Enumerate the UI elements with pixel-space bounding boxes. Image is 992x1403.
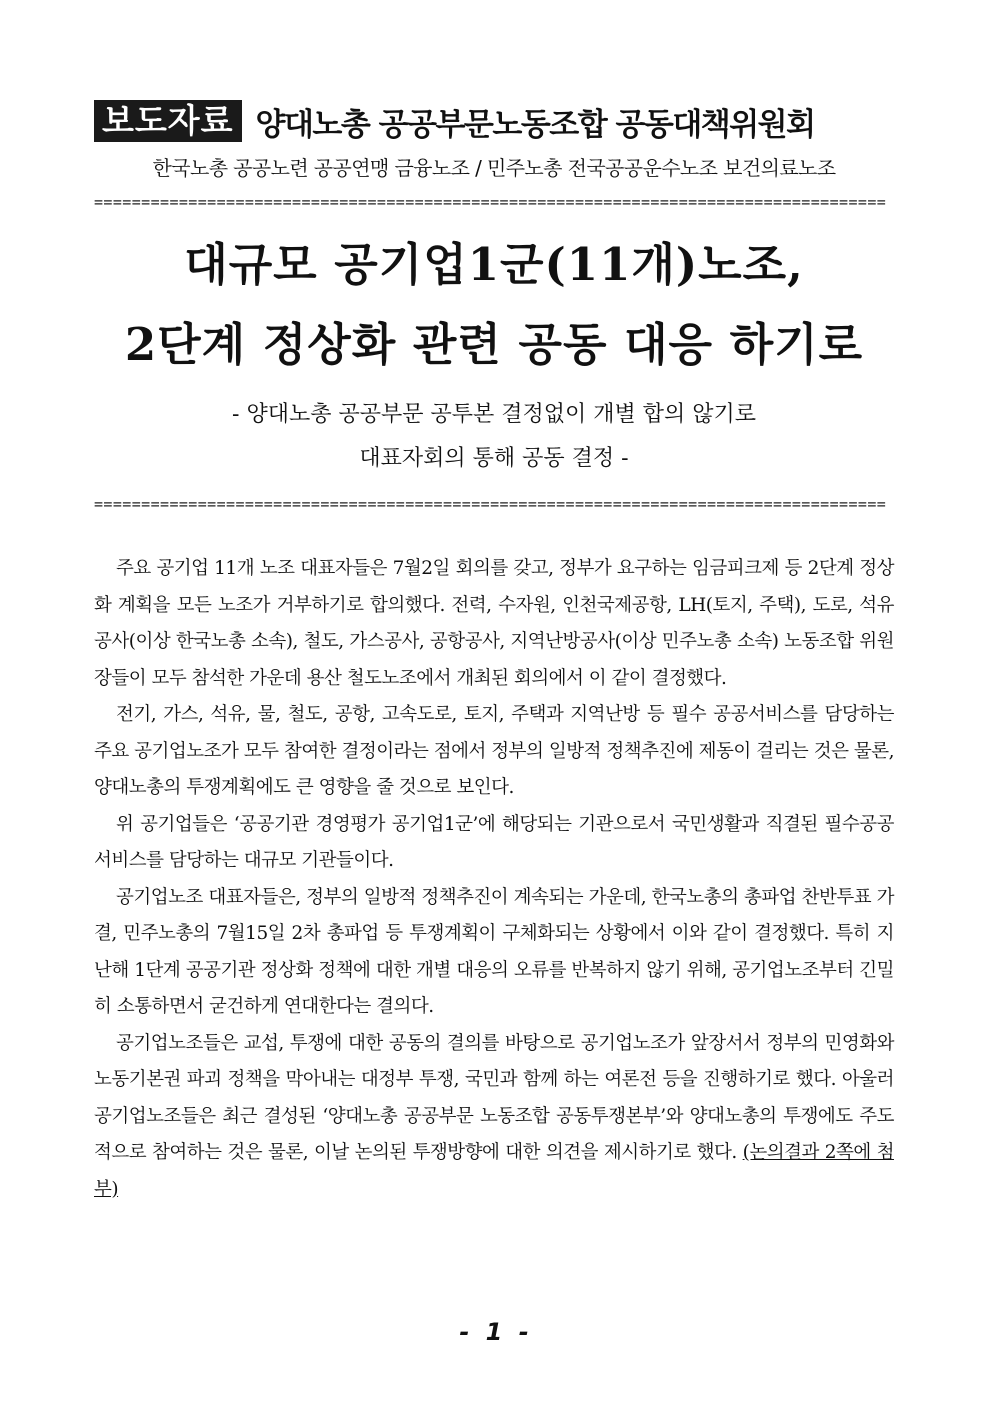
paragraph-1: 주요 공기업 11개 노조 대표자들은 7월2일 회의를 갖고, 정부가 요구하는 임금피크제 등 2단계 정상화 계획을 모든 노조가 거부하기로 합의했다. 전력, 수자원, 인천국제공항, LH(토지, 주택), 도로, 석유공사(이상 한국노총 소속), 철도, 가스공사, 공항공사, 지역난방공사(이상 민주노총 소속) 노동조합 위원장들이 모두 참석한 가운데 용산 철도노조에서 개최된 회의에서 이 같이 결정했다.	[94, 558, 894, 689]
paragraph-5-text: 공기업노조들은 교섭, 투쟁에 대한 공동의 결의를 바탕으로 공기업노조가 앞장서서 정부의 민영화와 노동기본권 파괴 정책을 막아내는 대정부 투쟁, 국민과 함께 하는 여론전 등을 진행하기로 했다. 아울러 공기업노조들은 최근 결성된 ‘양대노총 공공부문 노동조합 공동투쟁본부’와 양대노총의 투쟁에도 주도적으로 참여하는 것은 물론, 이날 논의된 투쟁방향에 대한 의견을 제시하기로 했다.	[94, 1032, 894, 1163]
paragraph-4: 공기업노조 대표자들은, 정부의 일방적 정책추진이 계속되는 가운데, 한국노총의 총파업 찬반투표 가결, 민주노총의 7월15일 2차 총파업 등 투쟁계획이 구체화되는 상황에서 이와 같이 결정했다. 특히 지난해 1단계 공공기관 정상화 정책에 대한 개별 대응의 오류를 반복하지 않기 위해, 공기업노조부터 긴밀히 소통하면서 굳건하게 연대한다는 결의다.	[94, 886, 894, 1017]
organization-title: 양대노총 공공부문노동조합 공동대책위원회	[255, 106, 815, 143]
headline-line-2: 2단계 정상화 관련 공동 대응 하기로	[124, 318, 864, 371]
attachment-note: (논의결과 2쪽에 첨부)	[94, 1142, 894, 1200]
page-number: - 1 -	[459, 1318, 533, 1346]
paragraph-3: 위 공기업들은 ‘공공기관 경영평가 공기업1군’에 해당되는 기관으로서 국민생활과 직결된 필수공공서비스를 담당하는 대규모 기관들이다.	[94, 813, 894, 871]
press-release-page	[94, 96, 894, 1208]
divider-top: ====================================================================================	[94, 193, 887, 211]
headline-line-1: 대규모 공기업1군(11개)노조,	[184, 238, 804, 291]
paragraph-5	[94, 1026, 894, 1209]
header	[94, 96, 894, 146]
divider-bottom: ====================================================================================	[94, 495, 887, 513]
body-text	[94, 551, 894, 1208]
press-release-badge: 보도자료	[94, 100, 242, 142]
member-unions: 한국노총 공공노련 공공연맹 금융노조 / 민주노총 전국공공운수노조 보건의료노조	[152, 156, 836, 180]
subheadline-line-2: 대표자회의 통해 공동 결정 -	[359, 446, 629, 471]
paragraph-2: 전기, 가스, 석유, 물, 철도, 공항, 고속도로, 토지, 주택과 지역난방 등 필수 공공서비스를 담당하는 주요 공기업노조가 모두 참여한 결정이라는 점에서 정부의 일방적 정책추진에 제동이 걸리는 것은 물론, 양대노총의 투쟁계획에도 큰 영향을 줄 것으로 보인다.	[94, 704, 894, 798]
subheadline-line-1: - 양대노총 공공부문 공투본 결정없이 개별 합의 않기로	[232, 402, 756, 427]
